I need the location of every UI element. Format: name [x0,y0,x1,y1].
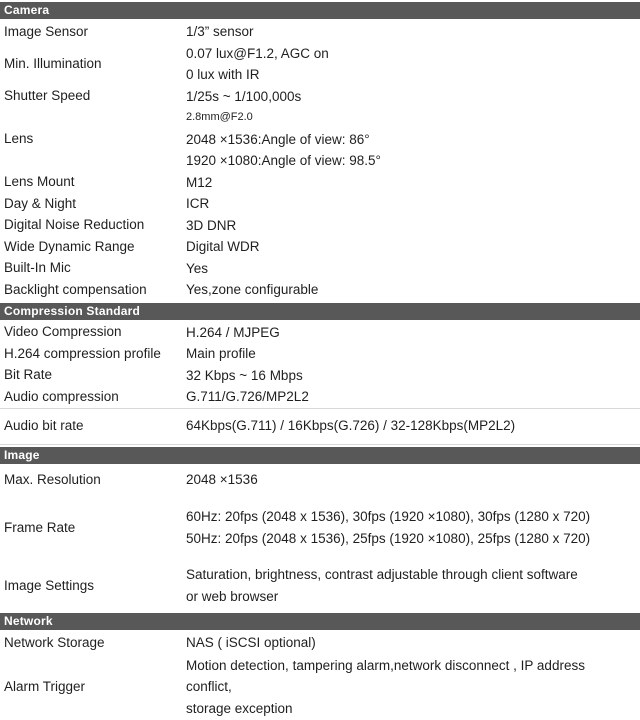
spec-value-line: 1/25s ~ 1/100,000s [186,88,302,104]
spec-row-audio-compression [0,386,640,408]
spec-values-built-in-mic [186,258,640,280]
spec-row-backlight-compensation [0,279,640,301]
spec-value-line: 50Hz: 20fps (2048 x 1536), 25fps (1920 ×1080), 25fps (1280 x 720) [186,530,591,546]
spec-value-line: M12 [186,174,213,190]
spec-values-network-storage [186,632,640,654]
spec-label-video-compression: Video Compression [4,324,122,340]
spec-value-line: conflict, [186,679,232,695]
spec-values-backlight-compensation [186,279,640,301]
spec-row-built-in-mic [0,258,640,280]
spec-values-shutter-speed [186,86,640,108]
spec-row-day-night [0,193,640,215]
spec-value-line: storage exception [186,700,293,716]
spec-value-line: 2048 ×1536:Angle of view: 86° [186,131,370,147]
spec-value-line: 1920 ×1080:Angle of view: 98.5° [186,153,381,168]
spec-values-frame-rate [186,506,640,549]
spec-values-min-illumination [186,43,640,86]
spec-row-min-illumination [0,43,640,86]
spec-row-lens [0,107,640,172]
spec-label-max-resolution: Max. Resolution [4,472,101,487]
section-header-camera: Camera [0,2,640,19]
spec-value-line: ICR [186,196,210,211]
spec-label-h-264-compression-profile: H.264 compression profile [4,345,161,361]
spec-value-line: Yes,zone configurable [186,282,319,297]
spec-value-line: or web browser [186,588,279,604]
spec-table [0,2,640,720]
spec-label-image-sensor: Image Sensor [4,23,89,39]
spec-value-line: 60Hz: 20fps (2048 x 1536), 30fps (1920 ×1080), 30fps (1280 x 720) [186,509,591,524]
spec-values-h-264-compression-profile [186,343,640,365]
spec-label-audio-bit-rate: Audio bit rate [4,418,84,433]
spec-values-image-settings [186,564,640,607]
spec-row-image-sensor [0,21,640,43]
spec-values-audio-bit-rate [186,415,640,437]
spec-value-line: Main profile [186,346,256,361]
spec-values-image-sensor [186,21,640,43]
spec-row-audio-bit-rate [0,408,640,445]
spec-label-alarm-trigger: Alarm Trigger [4,679,86,694]
spec-row-bit-rate [0,365,640,387]
spec-value-line: NAS ( iSCSI optional) [186,635,316,651]
spec-label-digital-noise-reduction: Digital Noise Reduction [4,217,145,233]
spec-row-wide-dynamic-range [0,236,640,258]
spec-row-frame-rate [0,495,640,561]
spec-values-bit-rate [186,365,640,387]
spec-value-line: 3D DNR [186,217,237,233]
spec-row-video-compression [0,322,640,344]
spec-row-h-264-compression-profile [0,343,640,365]
spec-label-wide-dynamic-range: Wide Dynamic Range [4,238,135,254]
spec-values-lens-mount [186,172,640,194]
spec-label-bit-rate: Bit Rate [4,367,53,383]
spec-label-built-in-mic: Built-In Mic [4,260,71,276]
spec-row-alarm-trigger [0,655,640,720]
spec-values-max-resolution [186,469,640,491]
spec-label-audio-compression: Audio compression [4,388,119,404]
spec-label-lens-mount: Lens Mount [4,174,75,190]
spec-value-line: 2.8mm@F2.0 [186,111,253,123]
section-header-network: Network [0,613,640,630]
spec-row-network-storage [0,632,640,655]
spec-values-day-night [186,193,640,215]
spec-value-line: 0 lux with IR [186,67,260,82]
spec-value-line: Yes [186,260,209,276]
spec-label-frame-rate: Frame Rate [4,519,76,535]
spec-value-line: 2048 ×1536 [186,472,258,488]
spec-label-image-settings: Image Settings [4,577,95,593]
spec-values-digital-noise-reduction [186,215,640,237]
spec-label-lens: Lens [4,131,34,147]
spec-value-line: Digital WDR [186,239,260,254]
spec-value-line: Saturation, brightness, contrast adjustable through client software [186,567,578,582]
spec-value-line: 32 Kbps ~ 16 Mbps [186,367,303,383]
spec-values-lens [186,107,640,172]
spec-value-line: 1/3” sensor [186,24,254,39]
spec-label-backlight-compensation: Backlight compensation [4,281,147,297]
spec-row-digital-noise-reduction [0,215,640,237]
section-header-compression-standard: Compression Standard [0,303,640,320]
spec-value-line: 0.07 lux@F1.2, AGC on [186,45,329,61]
spec-value-line: H.264 / MJPEG [186,324,280,340]
spec-values-audio-compression [186,386,640,408]
spec-value-line: 64Kbps(G.711) / 16Kbps(G.726) / 32-128Kbps(MP2L2) [186,418,516,434]
spec-values-alarm-trigger [186,655,640,720]
spec-row-max-resolution [0,466,640,495]
spec-label-day-night: Day & Night [4,195,77,211]
spec-label-network-storage: Network Storage [4,635,105,650]
spec-row-lens-mount [0,172,640,194]
spec-value-line: Motion detection, tampering alarm,network disconnect , IP address [186,657,585,673]
spec-values-wide-dynamic-range [186,236,640,258]
spec-label-min-illumination: Min. Illumination [4,56,102,71]
section-header-image: Image [0,447,640,464]
spec-label-shutter-speed: Shutter Speed [4,88,91,104]
spec-value-line: G.711/G.726/MP2L2 [186,389,309,404]
spec-row-image-settings [0,561,640,611]
spec-values-video-compression [186,322,640,344]
spec-row-shutter-speed [0,86,640,108]
